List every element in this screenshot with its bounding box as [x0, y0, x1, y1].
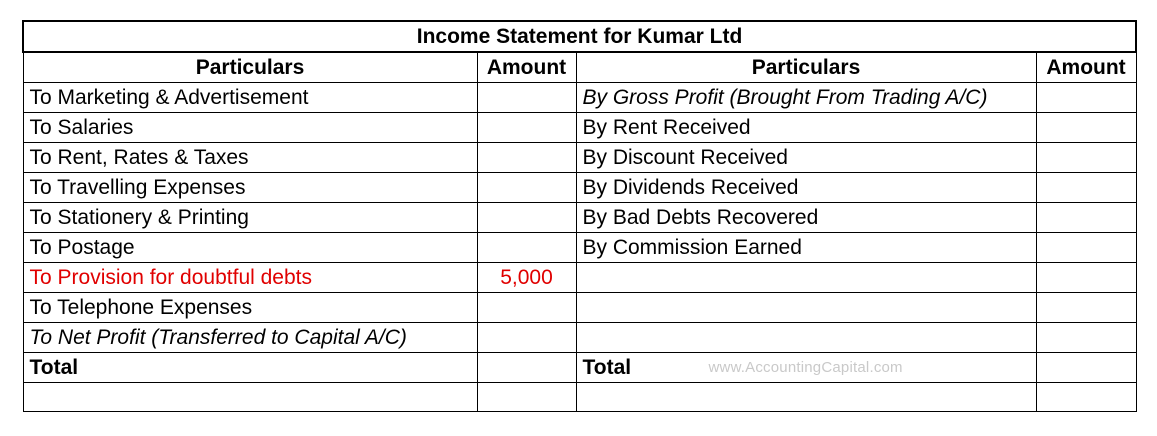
credit-label — [576, 293, 1036, 323]
right-amount-header: Amount — [1036, 52, 1136, 83]
blank-row — [23, 383, 1136, 412]
table-row — [23, 83, 1136, 113]
header-row — [23, 52, 1136, 83]
credit-label: By Dividends Received — [576, 173, 1036, 203]
left-amount-header: Amount — [477, 52, 576, 83]
debit-amount — [477, 293, 576, 323]
credit-amount — [1036, 293, 1136, 323]
title-row — [23, 21, 1136, 52]
credit-amount — [1036, 173, 1136, 203]
debit-amount-highlighted: 5,000 — [477, 263, 576, 293]
debit-amount — [477, 323, 576, 353]
debit-amount — [477, 113, 576, 143]
debit-amount — [477, 83, 576, 113]
table-row — [23, 143, 1136, 173]
debit-amount — [477, 233, 576, 263]
debit-label-highlighted: To Provision for doubtful debts — [23, 263, 477, 293]
credit-label: By Discount Received — [576, 143, 1036, 173]
debit-amount — [477, 173, 576, 203]
credit-total-cell — [576, 353, 1036, 383]
debit-label: To Marketing & Advertisement — [23, 83, 477, 113]
credit-label — [576, 323, 1036, 353]
credit-amount — [1036, 233, 1136, 263]
left-particulars-header: Particulars — [23, 52, 477, 83]
debit-label: To Postage — [23, 233, 477, 263]
debit-total-amount — [477, 353, 576, 383]
credit-label: By Gross Profit (Brought From Trading A/C) — [576, 83, 1036, 113]
credit-amount — [1036, 203, 1136, 233]
credit-amount — [1036, 83, 1136, 113]
credit-label — [576, 263, 1036, 293]
income-statement-table — [22, 20, 1137, 412]
total-row — [23, 353, 1136, 383]
debit-label: To Net Profit (Transferred to Capital A/C) — [23, 323, 477, 353]
table-row — [23, 113, 1136, 143]
debit-label: To Travelling Expenses — [23, 173, 477, 203]
right-particulars-header: Particulars — [576, 52, 1036, 83]
credit-total-amount — [1036, 353, 1136, 383]
blank-cell — [576, 383, 1036, 412]
credit-amount — [1036, 113, 1136, 143]
debit-label: To Rent, Rates & Taxes — [23, 143, 477, 173]
credit-label: By Rent Received — [576, 113, 1036, 143]
blank-cell — [1036, 383, 1136, 412]
credit-label: By Bad Debts Recovered — [576, 203, 1036, 233]
debit-label: To Salaries — [23, 113, 477, 143]
debit-amount — [477, 203, 576, 233]
debit-total-label: Total — [23, 353, 477, 383]
table-row — [23, 233, 1136, 263]
credit-amount — [1036, 323, 1136, 353]
debit-label: To Stationery & Printing — [23, 203, 477, 233]
debit-amount — [477, 143, 576, 173]
credit-total-label: Total — [582, 356, 632, 379]
debit-label: To Telephone Expenses — [23, 293, 477, 323]
blank-cell — [477, 383, 576, 412]
table-row — [23, 323, 1136, 353]
table-row — [23, 203, 1136, 233]
statement-title: Income Statement for Kumar Ltd — [23, 21, 1136, 52]
table-row-highlighted — [23, 263, 1136, 293]
table-row — [23, 173, 1136, 203]
watermark-text: www.AccountingCapital.com — [708, 359, 903, 376]
table-row — [23, 293, 1136, 323]
blank-cell — [23, 383, 477, 412]
credit-amount — [1036, 143, 1136, 173]
credit-amount — [1036, 263, 1136, 293]
credit-label: By Commission Earned — [576, 233, 1036, 263]
